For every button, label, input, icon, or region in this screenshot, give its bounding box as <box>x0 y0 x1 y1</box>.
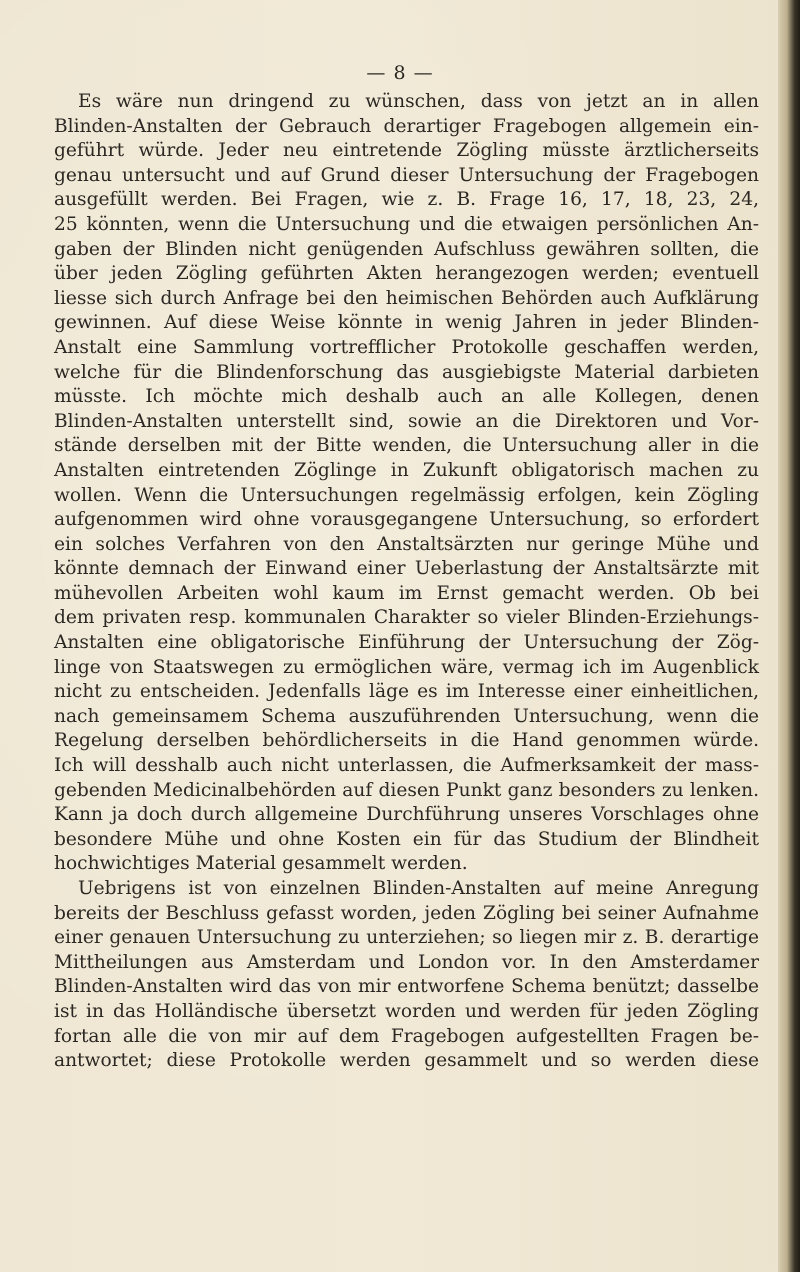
text-line: ist in das Holländische übersetzt worden und werden für jeden Zögling <box>54 1000 759 1022</box>
text-line: nicht zu entscheiden. Jedenfalls läge es im Interesse einer einheitlichen, <box>54 681 759 703</box>
text-line: besondere Mühe und ohne Kosten ein für das Studium der Blindheit <box>54 828 759 850</box>
text-line: geführt würde. Jeder neu eintretende Zögling müsste ärztlicherseits <box>54 140 759 162</box>
text-line: Regelung derselben behördlicherseits in die Hand genommen würde. <box>54 730 759 752</box>
text-line: linge von Staatswegen zu ermöglichen wäre, vermag ich im Augenblick <box>54 656 759 678</box>
text-line: dem privaten resp. kommunalen Charakter so vieler Blinden-Erziehungs- <box>54 607 759 629</box>
text-line: stände derselben mit der Bitte wenden, die Untersuchung aller in die <box>54 435 759 457</box>
page-number: — 8 — <box>366 62 434 84</box>
text-line: mühevollen Arbeiten wohl kaum im Ernst gemacht werden. Ob bei <box>54 582 759 604</box>
text-line: Blinden-Anstalten wird das von mir entworfene Schema benützt; dasselbe <box>54 976 759 998</box>
text-line: bereits der Beschluss gefasst worden, jeden Zögling bei seiner Aufnahme <box>54 902 759 924</box>
text-line: gewinnen. Auf diese Weise könnte in wenig Jahren in jeder Blinden- <box>54 312 759 334</box>
text-line: welche für die Blindenforschung das ausgiebigste Material darbieten <box>54 361 759 383</box>
text-line: hochwichtiges Material gesammelt werden. <box>54 853 468 875</box>
text-line: Anstalten eintretenden Zöglinge in Zukunft obligatorisch machen zu <box>54 459 759 481</box>
text-line: Anstalt eine Sammlung vortrefflicher Protokolle geschaffen werden, <box>54 336 759 358</box>
text-line: müsste. Ich möchte mich deshalb auch an alle Kollegen, denen <box>54 386 759 408</box>
text-line: ein solches Verfahren von den Anstaltsärzten nur geringe Mühe und <box>54 533 759 555</box>
text-line: Ich will desshalb auch nicht unterlassen, die Aufmerksamkeit der mass- <box>54 755 759 777</box>
text-line: über jeden Zögling geführten Akten herangezogen werden; eventuell <box>54 263 759 285</box>
text-line: gebenden Medicinalbehörden auf diesen Punkt ganz besonders zu lenken. <box>54 779 759 801</box>
text-line: könnte demnach der Einwand einer Ueberlastung der Anstaltsärzte mit <box>54 558 759 580</box>
text-line: einer genauen Untersuchung zu unterziehen; so liegen mir z. B. derartige <box>54 927 759 949</box>
text-line: Uebrigens ist von einzelnen Blinden-Anstalten auf meine Anregung <box>78 878 759 899</box>
text-line: Es wäre nun dringend zu wünschen, dass von jetzt an in allen <box>78 91 759 112</box>
text-line: 25 könnten, wenn die Untersuchung und die etwaigen persönlichen An- <box>54 213 759 235</box>
text-line: fortan alle die von mir auf dem Fragebogen aufgestellten Fragen be- <box>54 1025 759 1047</box>
text-line: Anstalten eine obligatorische Einführung der Untersuchung der Zög- <box>54 632 759 654</box>
text-line: liesse sich durch Anfrage bei den heimischen Behörden auch Aufklärung <box>54 287 759 309</box>
text-line: antwortet; diese Protokolle werden gesammelt und so werden diese <box>54 1050 759 1072</box>
text-line: Blinden-Anstalten der Gebrauch derartiger Fragebogen allgemein ein- <box>54 115 759 137</box>
text-line: Blinden-Anstalten unterstellt sind, sowie an die Direktoren und Vor- <box>54 410 759 432</box>
text-line: nach gemeinsamem Schema auszuführenden Untersuchung, wenn die <box>54 705 759 727</box>
text-line: genau untersucht und auf Grund dieser Untersuchung der Fragebogen <box>54 164 759 186</box>
text-line: Kann ja doch durch allgemeine Durchführung unseres Vorschlages ohne <box>54 804 759 826</box>
book-spine-shadow <box>778 0 800 1272</box>
text-line: wollen. Wenn die Untersuchungen regelmässig erfolgen, kein Zögling <box>54 484 759 506</box>
text-line: ausgefüllt werden. Bei Fragen, wie z. B. Frage 16, 17, 18, 23, 24, <box>54 189 759 211</box>
text-line: gaben der Blinden nicht genügenden Aufschluss gewähren sollten, die <box>54 238 759 260</box>
text-line: Mittheilungen aus Amsterdam und London vor. In den Amsterdamer <box>54 951 759 973</box>
body-text <box>54 90 759 1074</box>
text-line: aufgenommen wird ohne vorausgegangene Untersuchung, so erfordert <box>54 509 759 531</box>
